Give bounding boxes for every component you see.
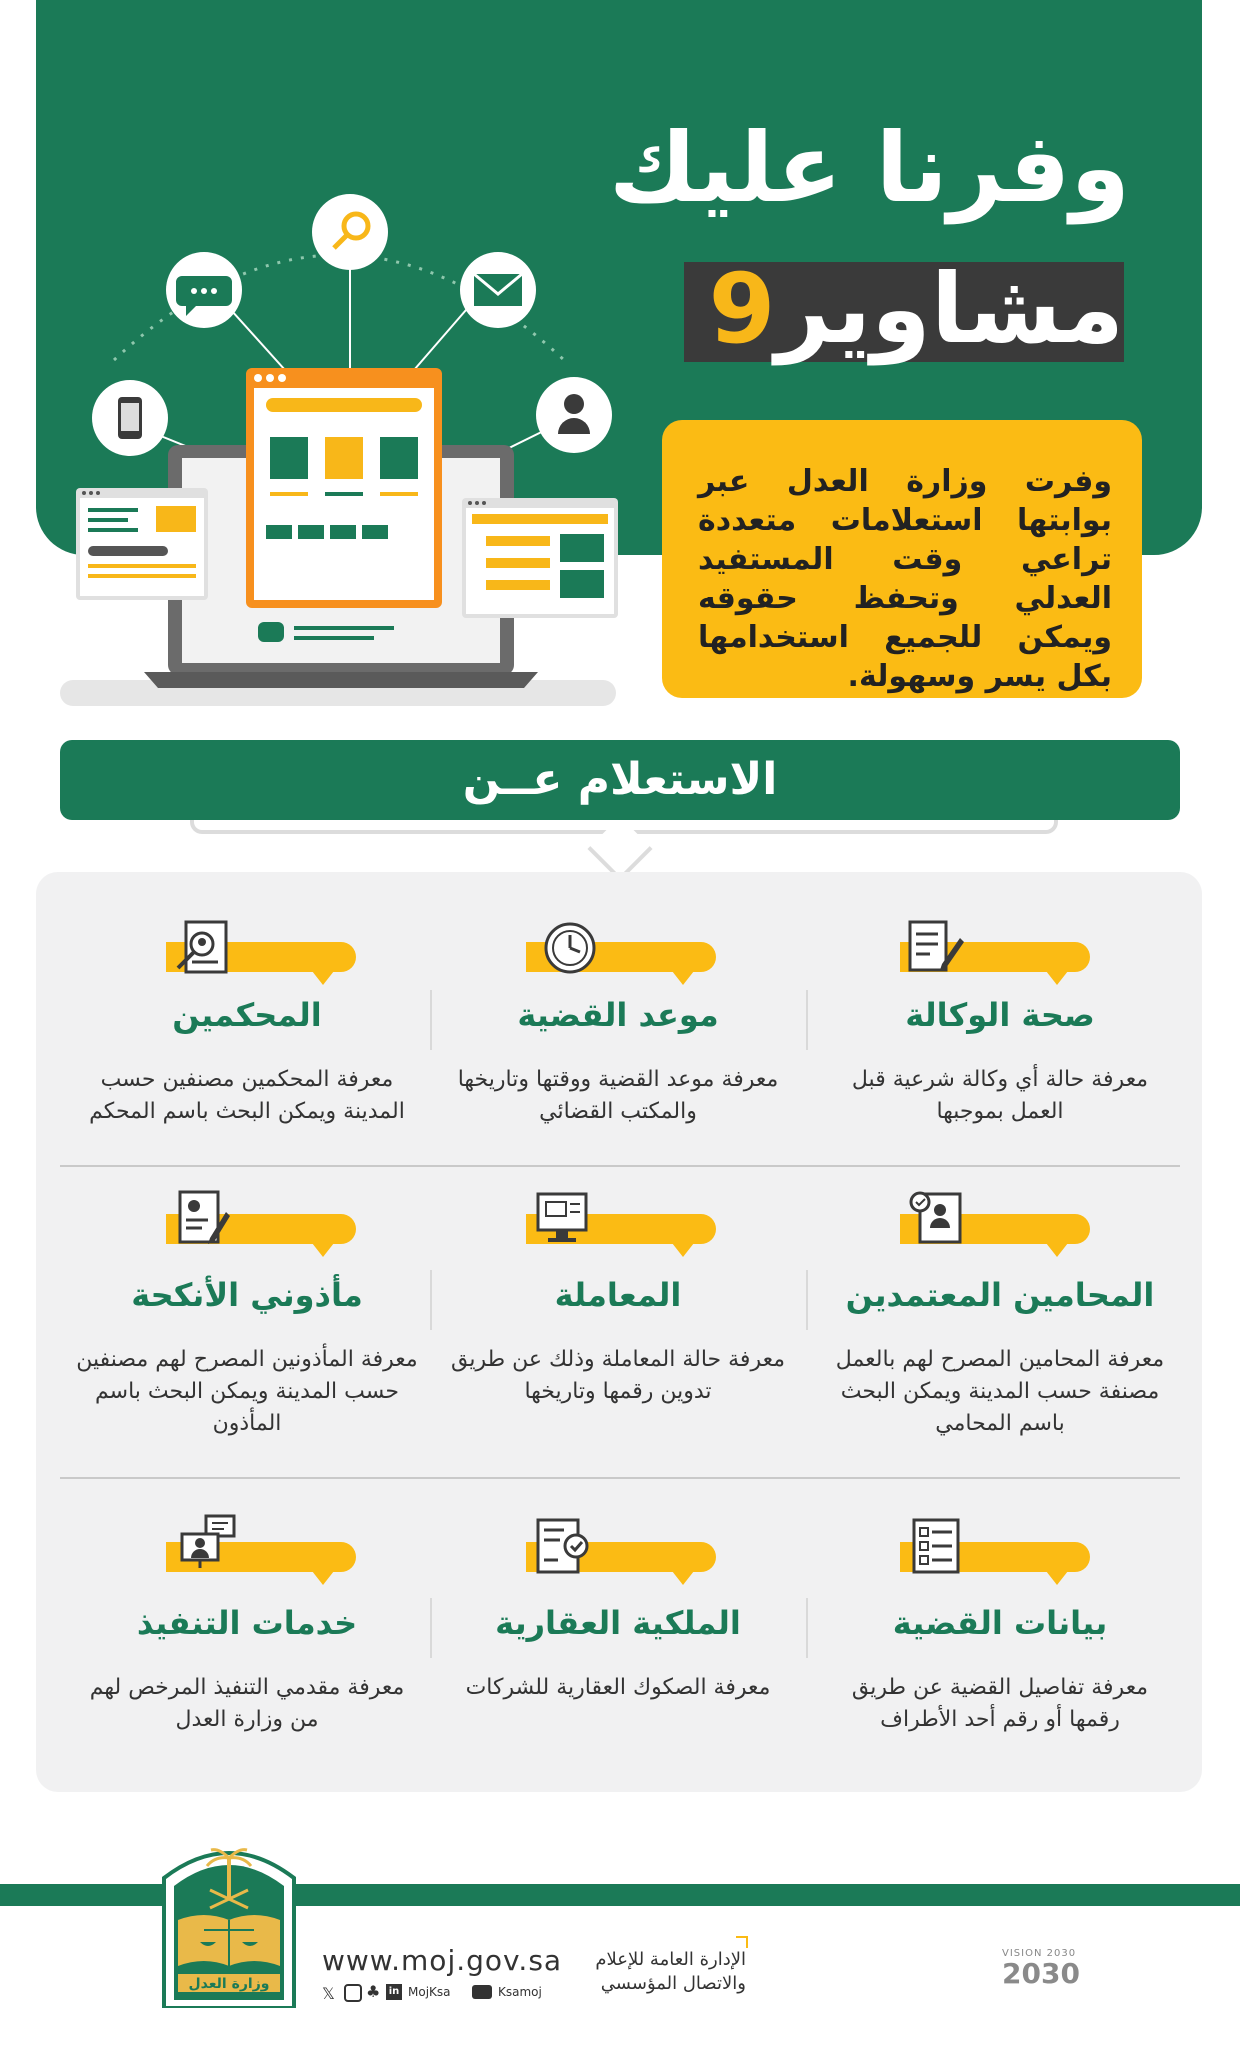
subhead: [684, 254, 1124, 364]
service-desc: معرفة المحكمين مصنفين حسب المدينة ويمكن البحث باسم المحكم: [89, 1067, 405, 1124]
handle-mojksa[interactable]: MojKsa: [408, 1985, 451, 1999]
deed-check-icon: [532, 1516, 592, 1576]
computer-icon: [532, 1188, 592, 1248]
service-title: المحكمين: [172, 996, 322, 1034]
service-desc: معرفة الصكوك العقارية للشركات: [465, 1675, 771, 1700]
service-title: خدمات التنفيذ: [136, 1604, 358, 1642]
presenter-icon: [178, 1512, 238, 1572]
row-divider: [60, 1477, 1180, 1479]
checklist-icon: [906, 1516, 966, 1576]
section-title: الاستعلام عــن: [462, 754, 778, 805]
service-title: بيانات القضية: [892, 1604, 1108, 1642]
service-desc: معرفة حالة المعاملة وذلك عن طريق تدوين رقمها وتاريخها: [451, 1347, 785, 1404]
service-desc: معرفة مقدمي التنفيذ المرخص لهم من وزارة العدل: [89, 1675, 405, 1732]
lawyer-badge-icon: [906, 1188, 966, 1248]
service-desc: معرفة المحامين المصرح لهم بالعمل مصنفة حسب المدينة ويمكن البحث باسم المحامي: [835, 1347, 1165, 1436]
phone-icon: [92, 380, 168, 456]
service-title: الملكية العقارية: [495, 1604, 741, 1642]
subhead-number: 9: [708, 253, 776, 365]
mail-icon: [460, 252, 536, 328]
column-divider: [806, 1598, 808, 1658]
intro-text: وفرت وزارة العدل عبر بوابتها استعلامات متعددة تراعي وقت المستفيد العدلي وتحفظ حقوقه ويمكن للجميع استخدامها بكل يسر وسهولة.: [698, 464, 1112, 694]
linkedin-icon[interactable]: in: [386, 1984, 402, 2000]
service-desc: معرفة حالة أي وكالة شرعية قبل العمل بموجبها: [851, 1067, 1149, 1124]
subhead-text: مشاوير: [775, 253, 1124, 365]
certificate-icon: [172, 1188, 232, 1248]
service-desc: معرفة موعد القضية ووقتها وتاريخها والمكتب القضائي: [457, 1067, 779, 1124]
service-title: المعاملة: [554, 1276, 682, 1314]
user-icon: [536, 377, 612, 453]
service-title: مأذوني الأنكحة: [131, 1276, 363, 1314]
clock-icon: [540, 918, 600, 978]
document-pen-icon: [906, 918, 966, 978]
service-title: موعد القضية: [517, 996, 719, 1034]
service-title: المحامين المعتمدين: [845, 1276, 1155, 1314]
search-document-icon: [172, 918, 232, 978]
handle-ksamoj[interactable]: Ksamoj: [498, 1985, 542, 1999]
headline: وفرنا عليك: [608, 112, 1130, 224]
department-corner-mark: [736, 1936, 748, 1948]
twitter-icon[interactable]: 𝕏: [322, 1984, 335, 2003]
youtube-icon[interactable]: [472, 1985, 492, 1999]
row-divider: [60, 1165, 1180, 1167]
chat-icon: [166, 252, 242, 328]
service-desc: معرفة تفاصيل القضية عن طريق رقمها أو رقم أحد الأطراف: [851, 1675, 1149, 1732]
snapchat-icon[interactable]: ♣: [366, 1982, 381, 2001]
vision-label: VISION 2030: [1002, 1948, 1077, 1959]
department-name: الإدارة العامة للإعلام والاتصال المؤسسي: [595, 1949, 746, 1994]
vision-year-mark: 2030: [1002, 1957, 1080, 1990]
service-desc: معرفة المأذونين المصرح لهم مصنفين حسب المدينة ويمكن البحث باسم المأذون: [76, 1347, 418, 1436]
vision-2030-logo: [1002, 1948, 1092, 2004]
website-link[interactable]: www.moj.gov.sa: [322, 1944, 563, 1977]
column-divider: [806, 990, 808, 1050]
column-divider: [806, 1270, 808, 1330]
emblem-text: وزارة العدل: [188, 1976, 270, 1992]
ministry-emblem-logo: [144, 1838, 314, 2008]
social-row: [322, 1982, 562, 2004]
service-title: صحة الوكالة: [905, 996, 1095, 1034]
instagram-icon[interactable]: [344, 1984, 362, 2002]
hero-illustration: [54, 190, 624, 710]
magnifier-icon: [312, 194, 388, 270]
